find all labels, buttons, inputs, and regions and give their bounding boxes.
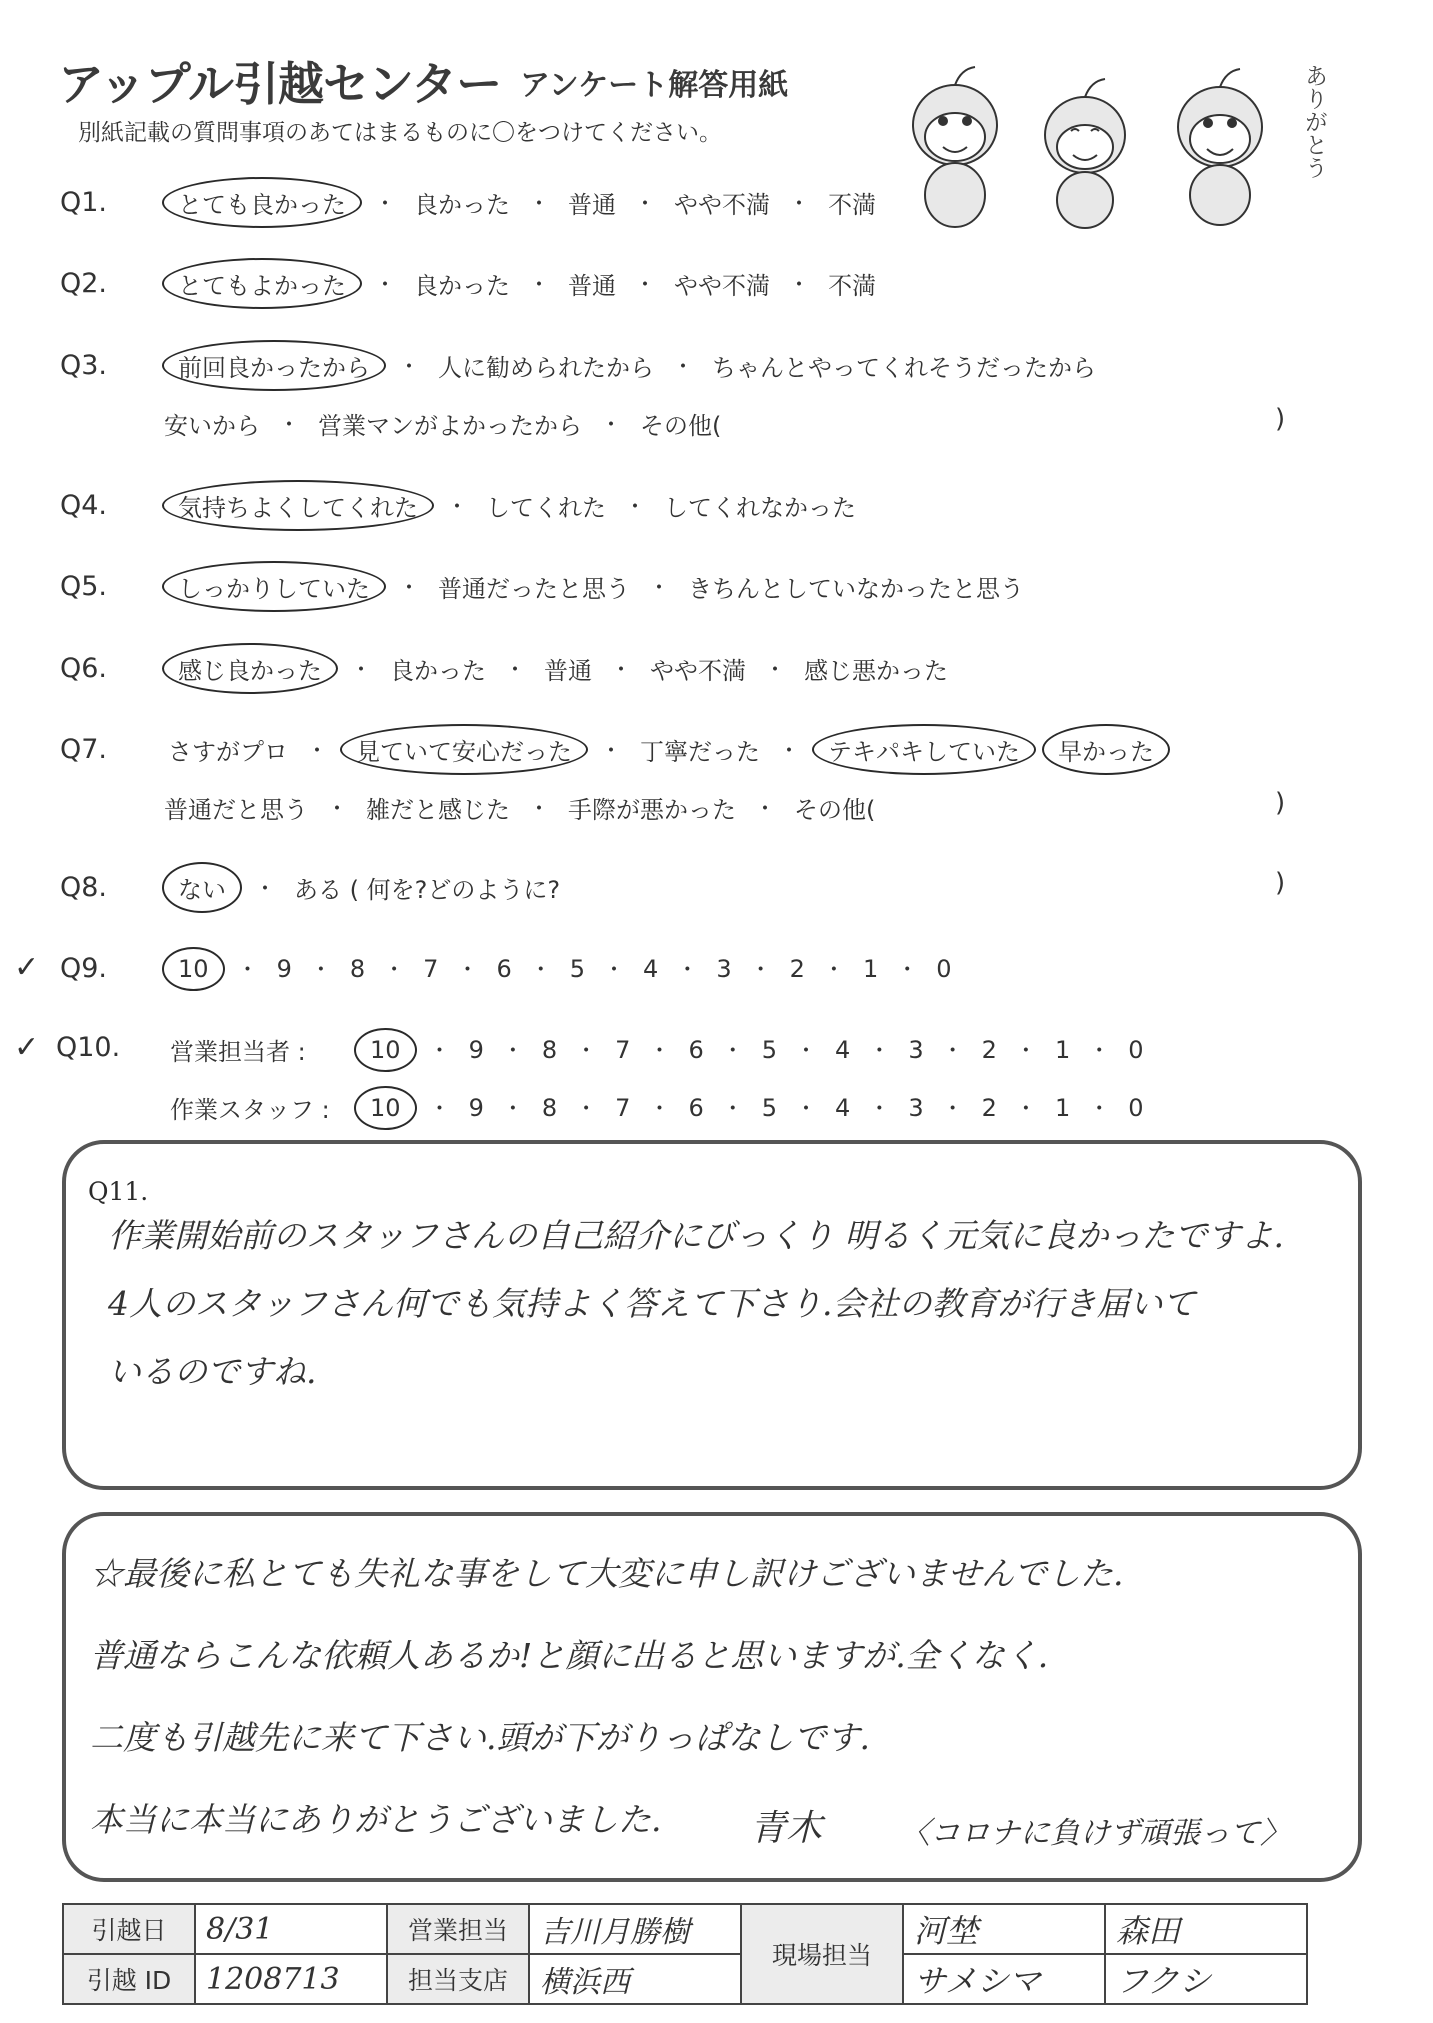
q6-option-selected[interactable]: 感じ良かった [162,643,338,694]
q3-close-paren: ) [1275,404,1286,434]
q1-option[interactable]: 良かった [414,191,511,219]
q10-staff-score[interactable]: 8 [541,1093,558,1122]
q5-label: Q5. [60,571,108,602]
site-staff-value[interactable]: サメシマ [903,1954,1105,2004]
checkmark-icon: ✓ [14,1030,40,1065]
q9-score[interactable]: 7 [423,954,439,983]
q7-option[interactable]: さすがプロ [168,738,288,766]
q4-option[interactable]: してくれなかった [664,494,857,522]
q9-label: Q9. [60,953,108,984]
branch-value[interactable]: 横浜西 [529,1954,741,2004]
q5-option[interactable]: きちんとしていなかったと思う [688,575,1025,603]
q8-label: Q8. [60,872,108,903]
q2-option[interactable]: 不満 [828,272,877,300]
q9-score[interactable]: 8 [349,954,366,983]
question-10-sales: 営業担当者 : 10 ・ 9 ・ 8 ・ 7 ・ 6 ・ 5 ・ 4 ・ 3 ・ 2 ・ 1 ・ 0 [170,1032,1144,1067]
move-id-label: 引越 ID [63,1954,195,2004]
q10-sales-score[interactable]: 5 [761,1035,778,1064]
monkey-left-icon [913,67,997,227]
q10-sales-score[interactable]: 7 [615,1035,631,1064]
q9-score[interactable]: 5 [569,954,586,983]
q9-score[interactable]: 3 [716,954,732,983]
q9-score[interactable]: 2 [789,954,805,983]
extra-comment-line: 二度も引越先に来て下さい.頭が下がりっぱなしです. [90,1718,870,1757]
sales-rep-label: 営業担当 [387,1904,529,1954]
q4-label: Q4. [60,490,108,521]
extra-comment-line: 普通ならこんな依頼人あるか!と顔に出ると思いますが.全くなく. [90,1636,1049,1675]
q3-option[interactable]: 人に勧められたから [438,354,655,382]
instruction-text: 別紙記載の質問事項のあてはまるものに〇をつけてください。 [78,120,722,146]
q6-option[interactable]: 良かった [390,657,487,685]
q6-option[interactable]: 感じ悪かった [804,657,949,685]
q7-close-paren: ) [1275,788,1286,818]
move-date-label: 引越日 [63,1904,195,1954]
question-8: Q8. ない ・ ある ( 何を?どのように? [60,870,560,905]
question-7: Q7. さすがプロ ・ 見ていて安心だった ・ 丁寧だった ・ テキパキしていた 早かった [60,732,1164,767]
q2-option[interactable]: やや不満 [674,272,771,300]
q11-comment-line: いるのですね. [108,1352,317,1391]
q10-staff-score[interactable]: 6 [688,1093,704,1122]
question-7-row-2: 普通だと思う ・ 雑だと感じた ・ 手際が悪かった ・ その他( [164,790,875,825]
q3-label: Q3. [60,350,108,381]
site-staff-value[interactable]: 森田 [1105,1904,1307,1954]
question-6: Q6. 感じ良かった ・ 良かった ・ 普通 ・ やや不満 ・ 感じ悪かった [60,651,948,686]
q10-sales-score[interactable]: 6 [688,1035,704,1064]
monkey-center-icon [1045,79,1125,228]
q11-comment-line: 4人のスタッフさん何でも気持よく答えて下さり.会社の教育が行き届いて [108,1284,1196,1323]
q9-score[interactable]: 6 [496,954,512,983]
q3-option-other[interactable]: その他( [640,412,722,440]
question-3-row-2: 安いから ・ 営業マンがよかったから ・ その他( [164,406,721,441]
question-1: Q1. とても良かった ・ 良かった ・ 普通 ・ やや不満 ・ 不満 [60,185,876,220]
q9-score-selected[interactable]: 10 [162,947,225,991]
q2-option[interactable]: 普通 [568,272,617,300]
q8-option[interactable]: ある ( 何を?どのように? [294,876,561,904]
footer-note: 〈コロナに負けず頑張って〉 [900,1816,1290,1851]
move-date-value[interactable]: 8/31 [195,1904,387,1954]
checkmark-icon: ✓ [14,950,40,985]
extra-comment-line: ☆最後に私とても失礼な事をして大変に申し訳けございませんでした. [90,1554,1124,1593]
q10-sales-score[interactable]: 2 [981,1035,997,1064]
q10-sales-label: 営業担当者 : [170,1038,306,1066]
site-staff-value[interactable]: フクシ [1105,1954,1307,2004]
q4-option[interactable]: してくれた [486,494,607,522]
q10-staff-score[interactable]: 7 [615,1093,631,1122]
q2-label: Q2. [60,268,108,299]
site-staff-label: 現場担当 [741,1904,903,2004]
q7-option[interactable]: 普通だと思う [164,796,308,824]
q2-option-selected[interactable]: とてもよかった [162,258,362,309]
q10-sales-score[interactable]: 1 [1054,1035,1071,1064]
q7-option-selected[interactable]: 見ていて安心だった [340,724,588,775]
q7-option[interactable]: 手際が悪かった [568,796,737,824]
q5-option[interactable]: 普通だったと思う [438,575,631,603]
q9-score[interactable]: 0 [936,954,952,983]
q11-comment-line: 作業開始前のスタッフさんの自己紹介にびっくり 明るく元気に良かったですよ. [108,1216,1284,1255]
q1-option[interactable]: 普通 [568,191,617,219]
company-title: アップル引越センター [58,57,502,111]
q10-staff-score[interactable]: 5 [761,1093,778,1122]
q9-score[interactable]: 1 [862,954,879,983]
q8-option-selected[interactable]: ない [162,862,242,913]
q6-option[interactable]: 普通 [544,657,593,685]
q7-option-other[interactable]: その他( [794,796,876,824]
q7-label: Q7. [60,734,108,765]
q10-sales-score-selected[interactable]: 10 [354,1028,417,1072]
q8-close-paren: ) [1275,868,1286,898]
q10-sales-score[interactable]: 9 [468,1035,484,1064]
q10-staff-score[interactable]: 1 [1054,1093,1071,1122]
q6-option[interactable]: やや不満 [650,657,747,685]
q7-option-selected[interactable]: 早かった [1042,724,1170,775]
q2-option[interactable]: 良かった [414,272,511,300]
q3-option[interactable]: 安いから [164,412,260,440]
q3-option[interactable]: ちゃんとやってくれそうだったから [712,354,1097,382]
question-2: Q2. とてもよかった ・ 良かった ・ 普通 ・ やや不満 ・ 不満 [60,266,876,301]
q10-sales-score[interactable]: 3 [908,1035,924,1064]
q9-score[interactable]: 9 [276,954,292,983]
branch-label: 担当支店 [387,1954,529,2004]
q10-label: Q10. [56,1032,121,1063]
arigatou-text: ありがとう [1301,64,1327,179]
q10-staff-score[interactable]: 2 [981,1093,997,1122]
q10-staff-score-selected[interactable]: 10 [354,1086,417,1130]
move-id-value[interactable]: 1208713 [195,1954,387,2004]
summary-table [62,1903,1308,2005]
sales-rep-value[interactable]: 吉川月勝樹 [529,1904,741,1954]
extra-comment-line: 本当に本当にありがとうございました. [90,1800,662,1839]
q7-option[interactable]: 雑だと感じた [366,796,511,824]
q6-label: Q6. [60,653,108,684]
q1-option[interactable]: やや不満 [674,191,771,219]
monkey-mascots-illustration [885,55,1285,230]
q11-label: Q11. [88,1177,149,1206]
question-3: Q3. 前回良かったから ・ 人に勧められたから ・ ちゃんとやってくれそうだったから [60,348,1096,383]
question-5: Q5. しっかりしていた ・ 普通だったと思う ・ きちんとしていなかったと思う [60,569,1024,604]
q5-option-selected[interactable]: しっかりしていた [162,561,386,612]
q10-staff-score[interactable]: 4 [835,1093,851,1122]
question-4: Q4. 気持ちよくしてくれた ・ してくれた ・ してくれなかった [60,488,856,523]
q1-label: Q1. [60,187,108,218]
q7-option-selected[interactable]: テキパキしていた [812,724,1036,775]
q10-staff-score[interactable]: 0 [1128,1093,1144,1122]
monkey-right-icon [1178,69,1262,225]
q10-staff-label: 作業スタッフ : [170,1096,330,1124]
q10-sales-score[interactable]: 0 [1128,1035,1144,1064]
q10-staff-score[interactable]: 9 [468,1093,484,1122]
q3-option[interactable]: 営業マンがよかったから [318,412,583,440]
q1-option[interactable]: 不満 [828,191,877,219]
site-staff-value[interactable]: 河埜 [903,1904,1105,1954]
q10-staff-score[interactable]: 3 [908,1093,924,1122]
form-subtitle: アンケート解答用紙 [520,68,789,103]
signature: 青木 [750,1808,823,1849]
q9-score[interactable]: 4 [643,954,659,983]
q4-option-selected[interactable]: 気持ちよくしてくれた [162,480,434,531]
q3-option-selected[interactable]: 前回良かったから [162,340,386,391]
q1-option-selected[interactable]: とても良かった [162,177,362,228]
question-10-staff: 作業スタッフ : 10 ・ 9 ・ 8 ・ 7 ・ 6 ・ 5 ・ 4 ・ 3 ・ 2 ・ 1 ・ 0 [170,1090,1144,1125]
question-9: Q9. 10 ・ 9 ・ 8 ・ 7 ・ 6 ・ 5 ・ 4 ・ 3 ・ 2 ・ 1 ・ 0 [60,953,952,984]
q10-sales-score[interactable]: 8 [541,1035,558,1064]
q10-sales-score[interactable]: 4 [835,1035,851,1064]
q7-option[interactable]: 丁寧だった [640,738,761,766]
